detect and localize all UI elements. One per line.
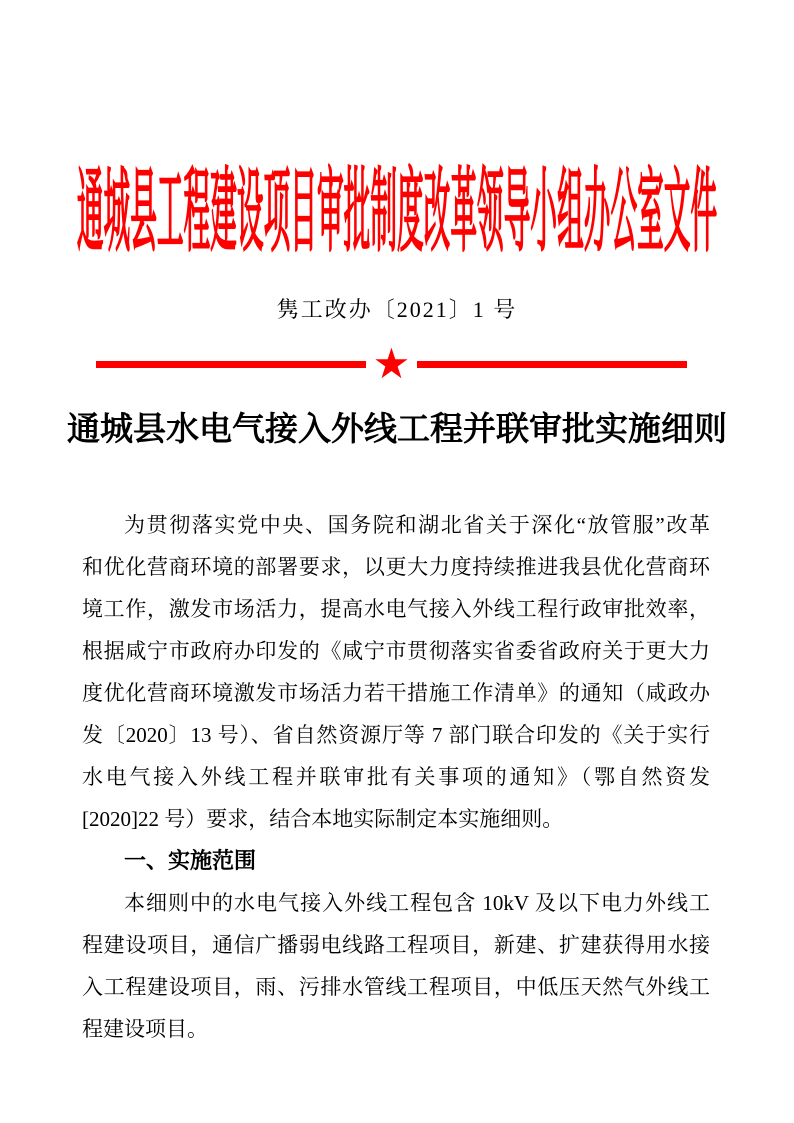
document-title: 通城县水电气接入外线工程并联审批实施细则 <box>67 412 727 448</box>
paragraph1-line: 发〔2020〕13 号）、省自然资源厅等 7 部门联合印发的《关于实行 <box>82 723 710 747</box>
paragraph2-line: 入工程建设项目，雨、污排水管线工程项目，中低压天然气外线工 <box>82 975 710 999</box>
section-heading-implementation-scope: 一、实施范围 <box>124 848 257 873</box>
divider-line-right <box>417 361 687 368</box>
divider-line-left <box>96 361 366 368</box>
paragraph1-line: [2020]22 号）要求，结合本地实际制定本实施细则。 <box>82 807 564 831</box>
document-divider <box>96 339 687 388</box>
paragraph1-line: 为贯彻落实党中央、国务院和湖北省关于深化“放管服”改革 <box>124 513 710 537</box>
paragraph1-line: 根据咸宁市政府办印发的《咸宁市贯彻落实省委省政府关于更大力 <box>82 639 710 663</box>
agency-title: 通城县工程建设项目审批制度改革领导小组办公室文件 <box>76 161 718 263</box>
paragraph1-line: 境工作，激发市场活力，提高水电气接入外线工程行政审批效率， <box>82 597 710 621</box>
paragraph1-line: 和优化营商环境的部署要求，以更大力度持续推进我县优化营商环 <box>82 555 710 579</box>
document-body <box>82 504 710 1050</box>
paragraph2-line: 本细则中的水电气接入外线工程包含 10kV 及以下电力外线工 <box>124 891 710 915</box>
star-icon: ★ <box>372 339 411 388</box>
document-number: 隽工改办〔2021〕1 号 <box>276 297 518 322</box>
paragraph1-line: 度优化营商环境激发市场活力若干措施工作清单》的通知（咸政办 <box>82 681 710 705</box>
paragraph2-line: 程建设项目，通信广播弱电线路工程项目，新建、扩建获得用水接 <box>82 933 710 957</box>
paragraph2-line: 程建设项目。 <box>82 1017 208 1041</box>
paragraph1-line: 水电气接入外线工程并联审批有关事项的通知》（鄂自然资发 <box>82 765 710 789</box>
